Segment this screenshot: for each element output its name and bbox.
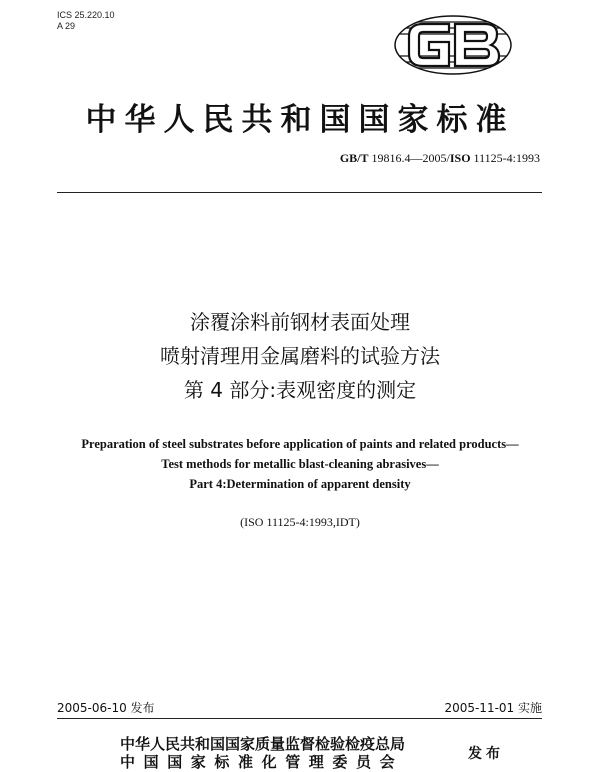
- header-divider: [57, 192, 542, 193]
- footer-divider: [57, 718, 542, 719]
- issuer-line-1: 中华人民共和国国家质量监督检验检疫总局: [120, 735, 406, 753]
- iso-prefix: ISO: [449, 151, 471, 165]
- national-standard-title: 中华人民共和国国家标准: [85, 102, 515, 138]
- standard-number: [0, 151, 540, 166]
- ics-code-block: [57, 10, 115, 32]
- publish-date: 2005-06-10 发布: [57, 701, 155, 715]
- standard-number-prefix: GB/T: [339, 151, 369, 165]
- issuer-line-2: 中国国家标准化管理委员会: [120, 753, 404, 771]
- iso-equivalence-reference: (ISO 11125-4:1993,IDT): [240, 515, 360, 529]
- english-title-line-1: Preparation of steel substrates before application of paints and related products—: [81, 437, 519, 451]
- chinese-title-line-2: 喷射清理用金属磨料的试验方法: [160, 344, 440, 368]
- ccs-code: A 29: [57, 21, 76, 31]
- ics-code: ICS 25.220.10: [57, 10, 115, 20]
- english-title-line-3: Part 4:Determination of apparent density: [189, 477, 411, 491]
- chinese-title-line-1: 涂覆涂料前钢材表面处理: [190, 310, 410, 334]
- issued-by-label: 发布: [468, 746, 504, 762]
- standard-number-main: 19816.4—2005/: [368, 151, 450, 165]
- gb-logo: [393, 14, 513, 76]
- implement-date: 2005-11-01 实施: [444, 701, 542, 715]
- english-title-line-2: Test methods for metallic blast-cleaning abrasives—: [161, 457, 439, 471]
- iso-number: 11125-4:1993: [470, 151, 540, 165]
- chinese-title-line-3: 第 4 部分:表观密度的测定: [183, 378, 417, 402]
